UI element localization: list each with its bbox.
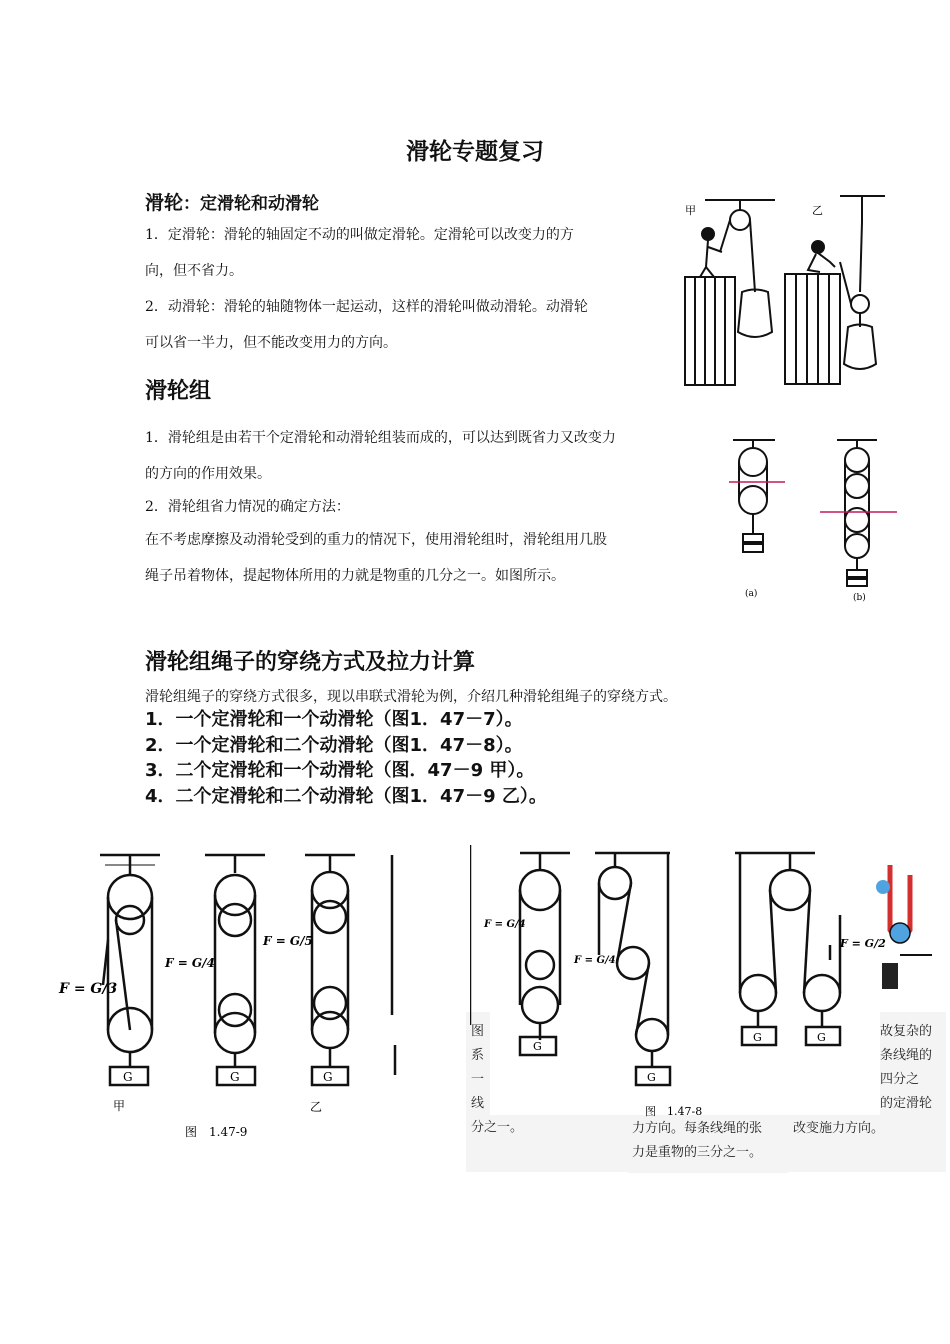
overlay-line: 四分之 [880,1072,920,1087]
section3-intro: 滑轮组绳子的穿绕方式很多，现以串联式滑轮为例，介绍几种滑轮组绳子的穿绕方式。 [145,689,677,705]
overlay-line: 条线绳的 [880,1048,933,1063]
page-title: 滑轮专题复习 [406,139,544,165]
figure-caption: 图 1.47-9 [185,1125,248,1139]
paragraph-line: 可以省一半力，但不能改变用力的方向。 [145,335,397,351]
weight-label: G [753,1031,762,1044]
figure-label-a: (a) [745,589,758,599]
force-label-g5: F = G/5 [263,934,313,948]
pulley-figure-1-47-9 [55,845,425,1145]
force-label-g2: F = G/2 [840,937,886,950]
section-heading-pulley-block: 滑轮组 [145,379,212,404]
figure-caption: 图 1.47-8 [645,1105,703,1118]
section-heading-pulley [145,188,319,215]
pulley-figure-1-47-8 [470,845,940,1120]
overlay-line: 故复杂的 [880,1024,933,1039]
overlay-line: 系 [471,1048,485,1063]
weight-label: G [533,1040,542,1053]
list-item: 4．二个定滑轮和二个动滑轮（图1．47－9 乙）。 [145,785,547,807]
overlay-line: 线 [471,1096,485,1111]
overlay-line: 力方向。每条线绳的张 [632,1121,763,1136]
overlay-line: 一 [471,1072,485,1087]
overlay-line: 的定滑轮 [880,1096,933,1111]
overlay-line: 改变施力方向。 [793,1121,885,1136]
force-label-g3: F = G/3 [59,981,118,997]
winding-method-list [145,707,547,809]
section1-text [145,217,665,361]
overlay-middle-column [632,1117,762,1165]
paragraph-line: 绳子吊着物体，提起物体所用的力就是物重的几分之一。如图所示。 [145,568,565,584]
force-label-g4a: F = G/4 [484,919,526,930]
figure-label-yi: 乙 [310,1100,323,1114]
force-label-g4: F = G/4 [165,956,215,970]
heading-pulley-main: 滑轮 [145,192,184,214]
paragraph-line: 2．动滑轮：滑轮的轴随物体一起运动，这样的滑轮叫做动滑轮。动滑轮 [145,299,588,315]
figure-label-jia: 甲 [685,204,696,217]
weight-label: G [123,1070,133,1084]
list-item: 3．二个定滑轮和一个动滑轮（图．47－9 甲）。 [145,760,535,781]
weight-label: G [323,1070,333,1084]
pulley-block-ab-figure [725,434,905,604]
list-item: 1．一个定滑轮和一个动滑轮（图1．47－7）。 [145,709,523,730]
figure-label-yi: 乙 [812,204,823,217]
heading-pulley-sub: ：定滑轮和动滑轮 [183,194,320,214]
figure-label-b: (b) [853,593,866,603]
paragraph-line: 1．定滑轮：滑轮的轴固定不动的叫做定滑轮。定滑轮可以改变力的方 [145,227,574,243]
figure-label-jia: 甲 [113,1099,126,1113]
paragraph-line: 的方向的作用效果。 [145,466,271,482]
paragraph-line: 在不考虑摩擦及动滑轮受到的重力的情况下，使用滑轮组时，滑轮组用几股 [145,532,607,548]
paragraph-line: 1．滑轮组是由若干个定滑轮和动滑轮组装而成的，可以达到既省力又改变力 [145,430,616,446]
overlay-line: 分之一。 [471,1120,524,1135]
section2-text [145,420,725,594]
force-label-g4b: F = G/4 [574,955,616,966]
list-item: 2．一个定滑轮和二个动滑轮（图1．47－8）。 [145,734,523,756]
paragraph-line: 2．滑轮组省力情况的确定方法： [145,499,350,515]
weight-label: G [647,1071,656,1084]
overlay-line: 力是重物的三分之一。 [632,1145,763,1160]
fixed-movable-pulley-figure [680,192,890,392]
weight-label: G [230,1070,240,1084]
section-heading-rope-winding: 滑轮组绳子的穿绕方式及拉力计算 [145,650,476,675]
weight-label: G [817,1031,826,1044]
paragraph-line: 向，但不省力。 [145,263,243,279]
overlay-line: 图 [471,1024,485,1039]
